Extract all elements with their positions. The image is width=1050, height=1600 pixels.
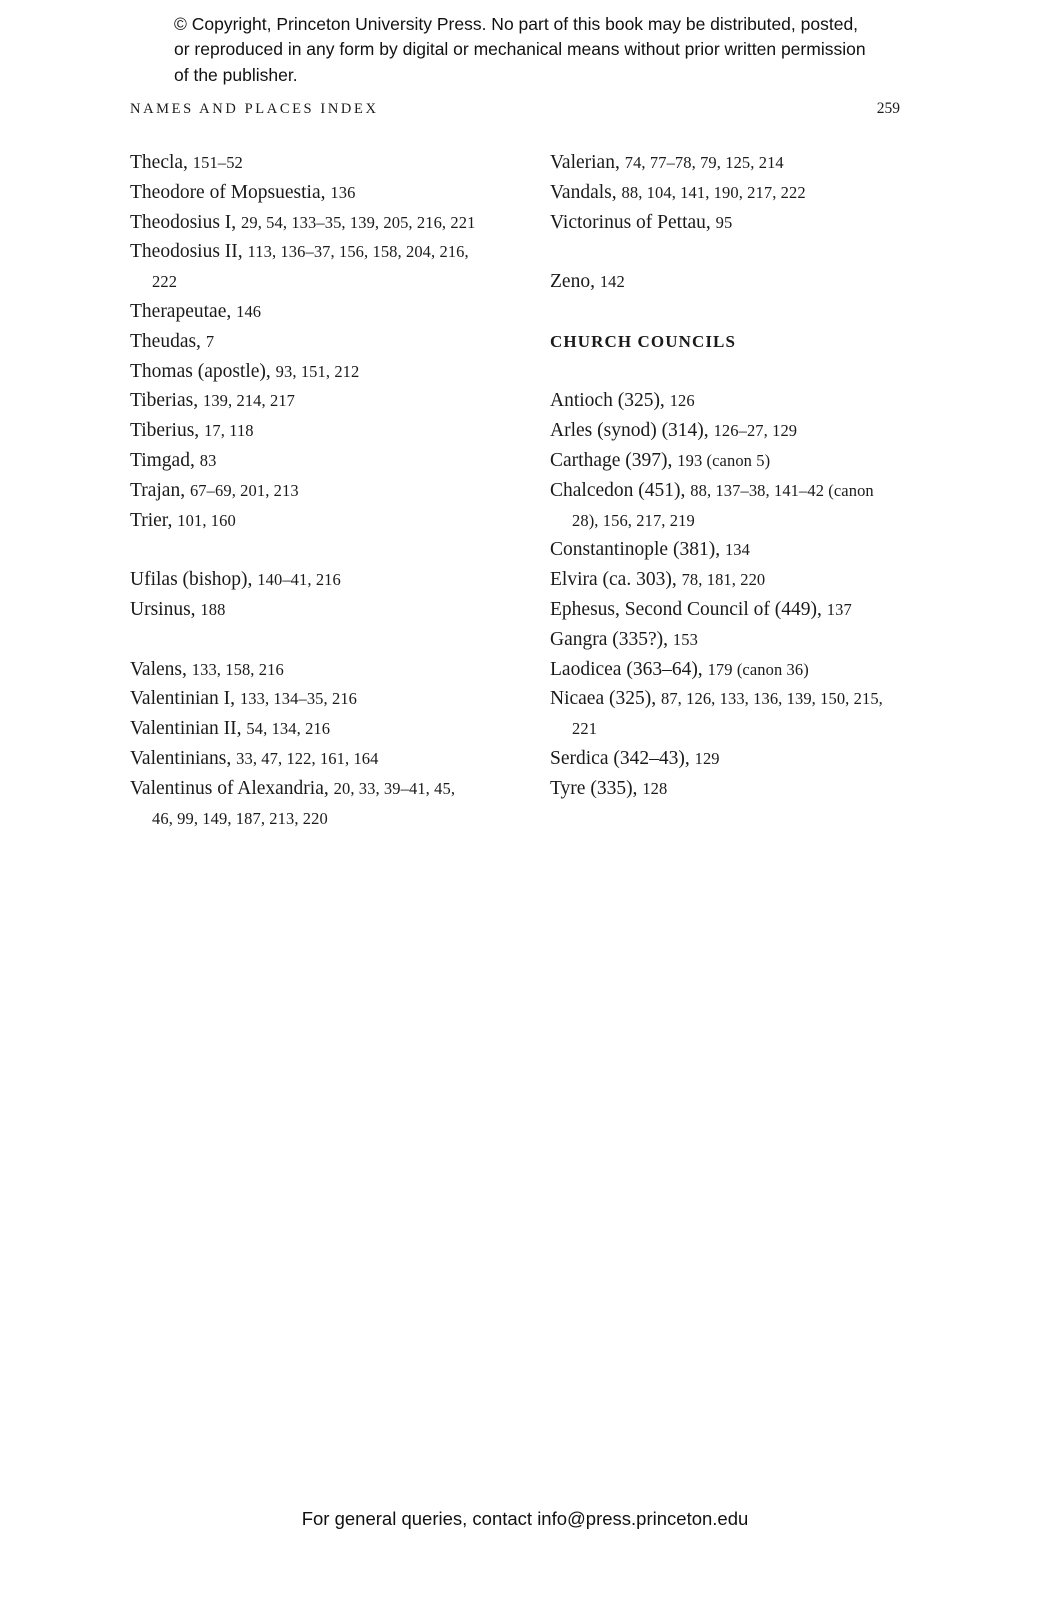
index-entry-name: Serdica (342–43),: [550, 747, 695, 769]
index-entry: [550, 655, 900, 685]
index-entry-pages: 88, 104, 141, 190, 217, 222: [621, 182, 806, 202]
index-entry-name: Chalcedon (451),: [550, 479, 691, 501]
index-entry-pages: 93, 151, 212: [275, 361, 360, 381]
index-entry-name: Tiberias,: [130, 390, 203, 412]
index-entry-name: Timgad,: [130, 449, 200, 471]
index-entry-pages: 153: [672, 629, 698, 649]
index-entry: [130, 386, 480, 416]
index-entry: [550, 565, 900, 595]
page-number: 259: [876, 100, 900, 117]
index-entry: [550, 625, 900, 655]
entry-gap: [550, 297, 900, 327]
index-entry: [550, 446, 900, 476]
index-entry-name: Valentinians,: [130, 747, 237, 769]
index-entry: [130, 327, 480, 357]
index-entry-name: Valentinus of Alexandria,: [130, 777, 334, 799]
index-entry-pages: 136: [330, 182, 356, 202]
index-entry-pages: 126–27, 129: [713, 421, 798, 441]
index-entry-pages: 129: [694, 748, 720, 768]
index-entry-pages: 101, 160: [177, 510, 236, 530]
index-entry: [130, 178, 480, 208]
index-entry-name: Trier,: [130, 509, 178, 531]
index-entry-name: Trajan,: [130, 479, 190, 501]
index-column-left: [130, 148, 480, 833]
index-entry: [130, 565, 480, 595]
index-entry-name: Theodosius II,: [130, 241, 248, 263]
footer-contact: For general queries, contact info@press.princeton.edu: [301, 1508, 749, 1529]
index-entry: [130, 744, 480, 774]
index-columns: [130, 148, 900, 833]
index-entry-name: Nicaea (325),: [550, 688, 661, 710]
index-entry-name: Ursinus,: [130, 598, 201, 620]
index-entry-name: Zeno,: [550, 271, 600, 293]
copyright-notice: © Copyright, Princeton University Press. No part of this book may be distributed, posted, or reproduced in any form by digital or mechanical means without prior written permission of the publisher.: [174, 14, 866, 85]
index-entry-pages: 126: [669, 391, 695, 411]
index-entry: [130, 476, 480, 506]
index-entry: [130, 208, 480, 238]
index-entry: [550, 535, 900, 565]
index-entry-name: Valentinian I,: [130, 688, 240, 710]
index-entry: [550, 774, 900, 804]
index-entry: [130, 237, 480, 297]
index-entry-name: Theudas,: [130, 330, 206, 352]
entry-gap: [130, 625, 480, 655]
index-entry-pages: 137: [826, 599, 852, 619]
index-entry-name: Valentinian II,: [130, 718, 247, 740]
index-entry-pages: 188: [200, 599, 226, 619]
index-entry-pages: 146: [236, 301, 262, 321]
index-entry: [130, 774, 480, 834]
index-entry-pages: 133, 158, 216: [191, 659, 284, 679]
index-entry-pages: 179 (canon 36): [707, 659, 809, 679]
index-entry-pages: 134: [724, 540, 751, 560]
index-entry: [550, 267, 900, 297]
index-entry-name: Thecla,: [130, 152, 193, 173]
index-entry-name: Ufilas (bishop),: [130, 569, 258, 591]
index-entry-name: Ephesus, Second Council of (449),: [550, 598, 827, 620]
index-entry-pages: 7: [205, 331, 215, 351]
index-entry: [130, 416, 480, 446]
index-entry: [130, 655, 480, 685]
entry-gap: [550, 237, 900, 267]
index-entry: [550, 386, 900, 416]
index-entry-pages: 83: [199, 450, 217, 470]
index-entry-pages: 33, 47, 122, 161, 164: [236, 748, 379, 768]
index-entry-name: Tiberius,: [130, 420, 205, 442]
index-entry: [550, 595, 900, 625]
index-entry-name: Valerian,: [550, 152, 625, 173]
index-column-right: [550, 148, 900, 833]
index-entry-pages: 139, 214, 217: [202, 391, 296, 411]
index-entry: [130, 714, 480, 744]
index-entry: [130, 446, 480, 476]
index-entry-name: Elvira (ca. 303),: [550, 569, 682, 591]
index-entry-pages: 67–69, 201, 213: [189, 480, 299, 500]
index-entry: [550, 416, 900, 446]
index-entry-pages: 151–52: [192, 153, 243, 172]
index-entry-pages: 87, 126, 133, 136, 139, 150, 215, 221: [572, 689, 883, 739]
index-entry: [130, 684, 480, 714]
index-entry-name: Therapeutae,: [130, 300, 237, 322]
entry-gap: [550, 357, 900, 387]
index-entry-pages: 54, 134, 216: [246, 719, 331, 739]
index-entry: [550, 208, 900, 238]
index-entry: [130, 297, 480, 327]
index-entry-pages: 133, 134–35, 216: [239, 689, 358, 709]
index-entry: [550, 148, 900, 178]
index-entry: [130, 357, 480, 387]
index-entry-name: Laodicea (363–64),: [550, 658, 708, 680]
index-entry-pages: 78, 181, 220: [681, 570, 766, 590]
index-entry-name: Victorinus of Pettau,: [550, 211, 716, 233]
index-entry-pages: 29, 54, 133–35, 139, 205, 216, 221: [241, 212, 476, 232]
index-entry-pages: 128: [642, 778, 668, 798]
index-entry-name: Carthage (397),: [550, 449, 678, 471]
index-entry-pages: 193 (canon 5): [677, 450, 771, 470]
index-entry-pages: 88, 137–38, 141–42 (canon 28), 156, 217, 219: [572, 480, 874, 530]
index-entry-pages: 140–41, 216: [257, 570, 341, 590]
index-entry-pages: 95: [715, 212, 733, 232]
index-entry: [550, 684, 900, 744]
index-entry: [130, 595, 480, 625]
index-entry: [550, 178, 900, 208]
index-entry-name: Gangra (335?),: [550, 628, 673, 650]
index-entry: [130, 148, 480, 178]
index-entry: [550, 744, 900, 774]
index-entry-name: Arles (synod) (314),: [550, 420, 714, 442]
index-entry-pages: 74, 77–78, 79, 125, 214: [624, 153, 784, 172]
index-entry-name: Theodosius I,: [130, 211, 242, 233]
index-entry-name: Vandals,: [550, 181, 622, 203]
index-entry: [550, 476, 900, 536]
index-entry: [130, 506, 480, 536]
index-entry-pages: 142: [599, 272, 625, 292]
section-heading: CHURCH COUNCILS: [550, 331, 737, 351]
entry-gap: [130, 535, 480, 565]
index-entry-name: Valens,: [130, 658, 192, 680]
index-entry-pages: 17, 118: [204, 421, 254, 441]
index-entry-name: Thomas (apostle),: [130, 360, 276, 382]
running-head: [130, 100, 900, 118]
index-entry-name: Theodore of Mopsuestia,: [130, 181, 331, 203]
index-entry-name: Constantinople (381),: [550, 539, 725, 561]
running-head-title: NAMES AND PLACES INDEX: [130, 101, 379, 117]
index-entry-pages: 113, 136–37, 156, 158, 204, 216, 222: [152, 242, 469, 292]
index-entry-name: Antioch (325),: [550, 390, 670, 412]
index-entry-pages: 20, 33, 39–41, 45, 46, 99, 149, 187, 213, 220: [152, 778, 456, 828]
index-entry-name: Tyre (335),: [550, 777, 643, 799]
